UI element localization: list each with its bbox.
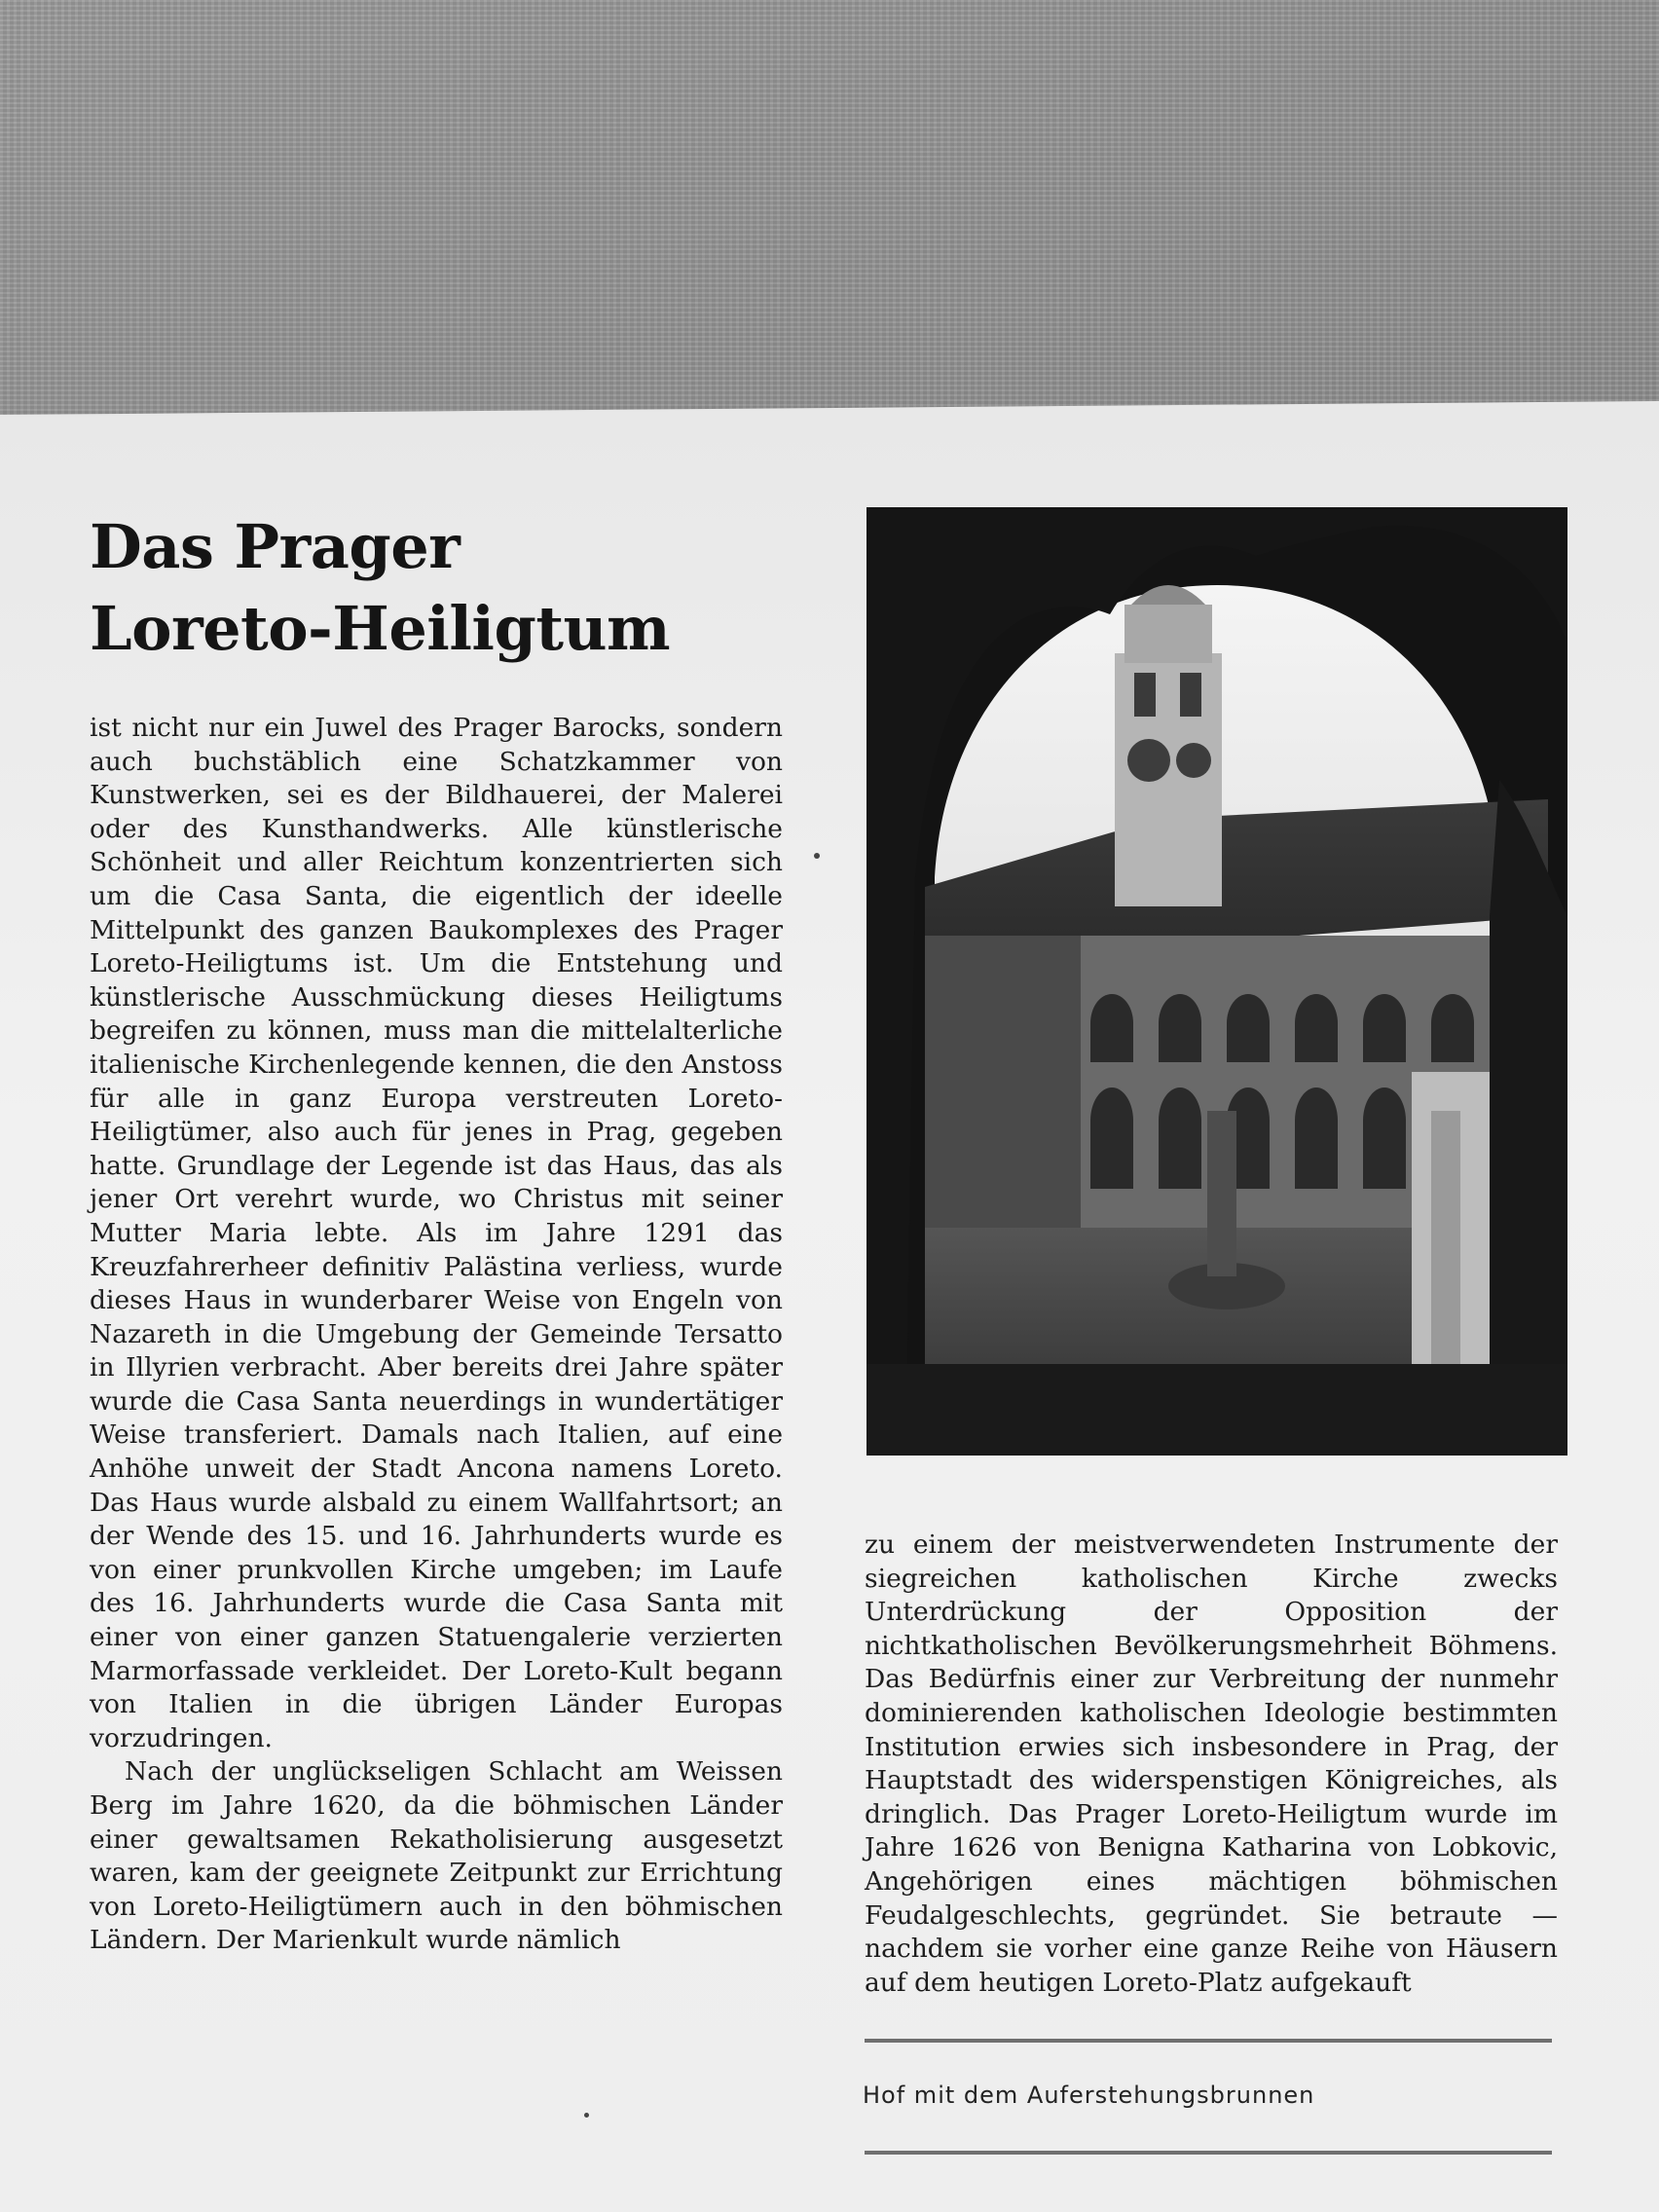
article-title [90,506,771,670]
caption-rule-bottom [865,2151,1552,2155]
title-line-1: Das Prager [90,511,461,582]
paragraph-3: zu einem der meistverwendeten Instrumente der siegreichen katholischen Kirche zwecks Unterdrückung der Opposition der nichtkatholischen Bevölkerungsmehrheit Böhmens. Das Bedürfnis einer zur Verbreitung der nunmehr dominierenden katholischen Ideologie bestimmten Institution erwies sich insbesondere in Prag, der Hauptstadt des widerspenstigen Königreiches, als dringlich. Das Prager Loreto-Heiligtum wurde im Jahre 1626 von Benigna Katharina von Lobkovic, Angehörigen eines mächtigen böhmischen Feudalgeschlechts, gegründet. Sie betraute — nachdem sie vorher eine ganze Reihe von Häusern auf dem heutigen Loreto-Platz aufgekauft [865,1530,1558,1998]
left-text-column [90,712,783,1958]
photo-caption: Hof mit dem Auferstehungsbrunnen [863,2082,1315,2109]
title-line-2: Loreto-Heiligtum [90,593,671,664]
right-text-column [865,1529,1558,2000]
paragraph-2: Nach der unglückseligen Schlacht am Weissen Berg im Jahre 1620, da die böhmischen Länder einer gewaltsamen Rekatholisierung ausgesetzt waren, kam der geeignete Zeitpunkt zur Errichtung von Loreto-Heiligtümern auch in den böhmischen Ländern. Der Marienkult wurde nämlich [90,1756,783,1956]
caption-rule-top [865,2039,1552,2043]
paragraph-1: ist nicht nur ein Juwel des Prager Barocks, sondern auch buchstäblich eine Schatzkammer von Kunstwerken, sei es der Bildhauerei, der Malerei oder des Kunsthandwerks. Alle künstlerische Schönheit und aller Reichtum konzentrierten sich um die Casa Santa, die eigentlich der ideelle Mittelpunkt des ganzen Baukomplexes des Prager Loreto-Heiligtums ist. Um die Entstehung und künstlerische Ausschmückung dieses Heiligtums begreifen zu können, muss man die mittelalterliche italienische Kirchenlegende kennen, die den Anstoss für alle in ganz Europa verstreuten Loreto-Heiligtümer, also auch für jenes in Prag, gegeben hatte. Grundlage der Legende ist das Haus, das als jener Ort verehrt wurde, wo Christus mit seiner Mutter Maria lebte. Als im Jahre 1291 das Kreuzfahrerheer definitiv Palästina verliess, wurde dieses Haus in wunderbarer Weise von Engeln von Nazareth in die Umgebung der Gemeinde Tersatto in Illyrien verbracht. Aber bereits drei Jahre später wurde die Casa Santa neuerdings in wundertätiger Weise transferiert. Damals nach Italien, auf eine Anhöhe unweit der Stadt Ancona namens Loreto. Das Haus wurde alsbald zu einem Wallfahrtsort; an der Wende des 15. und 16. Jahrhunderts wurde es von einer prunkvollen Kirche umgeben; im Laufe des 16. Jahrhunderts wurde die Casa Santa mit einer von einer ganzen Statuengalerie verzierten Marmorfassade verkleidet. Der Loreto-Kult begann von Italien in die übrigen Länder Europas vorzudringen. [90,713,783,1753]
courtyard-photo [866,507,1567,1456]
ink-speck [584,2113,589,2118]
ink-speck [814,853,820,859]
